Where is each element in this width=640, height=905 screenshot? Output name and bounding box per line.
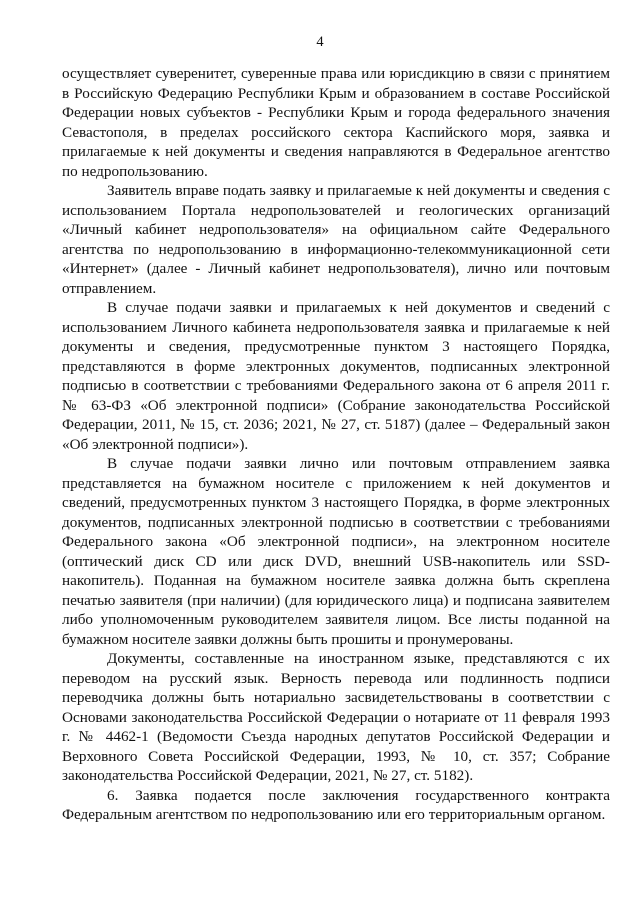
paragraph-1: осуществляет суверенитет, суверенные права или юрисдикцию в связи с принятием в Российскую Федерацию Республики Крым и образованием в составе Российской Федерации новых субъектов - Республики Крым и города федерального значения Севастополя, в пределах российского сектора Каспийского моря, заявка и прилагаемые к ней документы и сведения направляются в Федеральное агентство по недропользованию. [62, 65, 610, 180]
paragraph-4: В случае подачи заявки лично или почтовым отправлением заявка представляется на бумажном носителе с приложением к ней документов и сведений, предусмотренных пунктом 3 настоящего Порядка, в форме электронных документов, подписанных электронной подписью в соответствии с требованиями Федерального закона «Об электронной подписи», на электронном носителе (оптический диск CD или диск DVD, внешний USB-накопитель или SSD-накопитель). Поданная на бумажном носителе заявка должна быть скреплена печатью заявителя (при наличии) (для юридического лица) и подписана заявителем либо уполномоченным руководителем заявителя лицом. Все листы поданной на бумажном носителе заявки должны быть прошиты и пронумерованы. [62, 455, 610, 648]
paragraph-5: Документы, составленные на иностранном языке, представляются с их переводом на русский язык. Верность перевода или подлинность подписи переводчика должны быть нотариально засвидетельствованы в соответствии с Основами законодательства Российской Федерации о нотариате от 11 февраля 1993 г. № 4462-1 (Ведомости Съезда народных депутатов Российской Федерации и Верховного Совета Российской Федерации, 1993, № 10, ст. 357; Собрание законодательства Российской Федерации, 2021, № 27, ст. 5182). [62, 650, 610, 784]
paragraph-2: Заявитель вправе подать заявку и прилагаемые к ней документы и сведения с использованием Портала недропользователей и геологических организаций «Личный кабинет недропользователя» на официальном сайте Федерального агентства по недропользованию в информационно-телекоммуникационной сети «Интернет» (далее - Личный кабинет недропользователя), лично или почтовым отправлением. [62, 182, 610, 297]
paragraph-3: В случае подачи заявки и прилагаемых к ней документов и сведений с использованием Личного кабинета недропользователя заявка и прилагаемые к ней документы и сведения, предусмотренные пунктом 3 настоящего Порядка, представляются в форме электронных документов, подписанных электронной подписью в соответствии с требованиями Федерального закона от 6 апреля 2011 г. № 63-ФЗ «Об электронной подписи» (Собрание законодательства Российской Федерации, 2011, № 15, ст. 2036; 2021, № 27, ст. 5187) (далее – Федеральный закон «Об электронной подписи»). [62, 299, 610, 453]
paragraph-6: 6. Заявка подается после заключения государственного контракта Федеральным агентством по недропользованию или его территориальным органом. [62, 786, 610, 823]
document-body [62, 64, 610, 825]
page-number: 4 [316, 34, 324, 50]
